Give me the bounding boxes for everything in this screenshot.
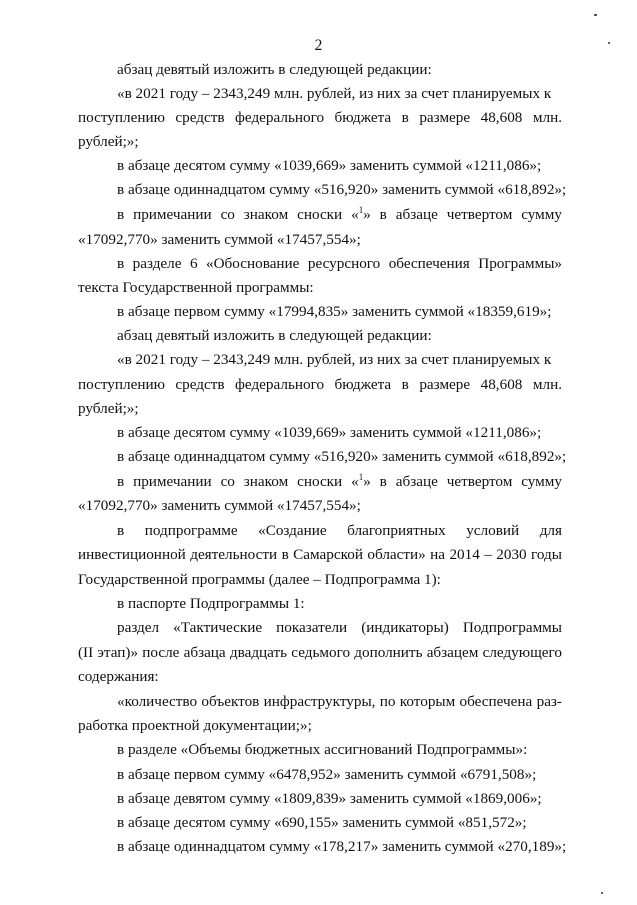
text-line: в абзаце десятом сумму «1039,669» заменить суммой «1211,086»; bbox=[117, 157, 542, 174]
text-line: раздел «Тактические показатели (индикаторы) Подпрограммы bbox=[117, 619, 562, 636]
text-line: «17092,770» заменить суммой «17457,554»; bbox=[78, 231, 361, 248]
footnote-mark: 1 bbox=[358, 205, 364, 215]
text-line: в примечании со знаком сноски «$^1$» в абзаце четвертом сумму bbox=[117, 472, 562, 490]
footnote-mark: 1 bbox=[358, 472, 364, 482]
text-line: в паспорте Подпрограммы 1: bbox=[117, 595, 305, 612]
text-line: Государственной программы (далее – Подпрограмма 1): bbox=[78, 571, 441, 588]
text-line: инвестиционной деятельности в Самарской области» на 2014 – 2030 годы bbox=[78, 546, 562, 563]
text-line: абзац девятый изложить в следующей редакции: bbox=[117, 327, 432, 344]
text-line: в абзаце десятом сумму «1039,669» заменить суммой «1211,086»; bbox=[117, 424, 542, 441]
text-line: рублей;»; bbox=[78, 133, 139, 150]
text-line: «в 2021 году – 2343,249 млн. рублей, из них за счет планируемых к bbox=[117, 351, 552, 368]
text-line: «в 2021 году – 2343,249 млн. рублей, из них за счет планируемых к bbox=[117, 85, 552, 102]
text-line: в абзаце десятом сумму «690,155» заменить суммой «851,572»; bbox=[117, 814, 527, 831]
scan-speck bbox=[601, 892, 603, 894]
page-number: 2 bbox=[314, 37, 323, 54]
text-line: (II этап)» после абзаца двадцать седьмого дополнить абзацем следующего bbox=[78, 644, 562, 661]
text-line: «количество объектов инфраструктуры, по которым обеспечена раз- bbox=[117, 693, 562, 710]
scan-speck bbox=[594, 14, 597, 16]
text-line: рублей;»; bbox=[78, 400, 139, 417]
text-line: поступлению средств федерального бюджета в размере 48,608 млн. bbox=[78, 109, 562, 126]
text-line: в абзаце одиннадцатом сумму «516,920» заменить суммой «618,892»; bbox=[117, 448, 567, 465]
text-line: «17092,770» заменить суммой «17457,554»; bbox=[78, 497, 361, 514]
text-line: в подпрограмме «Создание благоприятных условий для bbox=[117, 522, 562, 539]
text-line: работка проектной документации;»; bbox=[78, 717, 312, 734]
text-line: абзац девятый изложить в следующей редакции: bbox=[117, 61, 432, 78]
scan-speck bbox=[608, 42, 610, 44]
text-line: содержания: bbox=[78, 668, 159, 685]
text-line: в абзаце первом сумму «17994,835» заменить суммой «18359,619»; bbox=[117, 303, 552, 320]
text-line: в разделе «Объемы бюджетных ассигнований Подпрограммы»: bbox=[117, 741, 528, 758]
text-line: в абзаце одиннадцатом сумму «178,217» заменить суммой «270,189»; bbox=[117, 838, 567, 855]
text-line: в абзаце первом сумму «6478,952» заменить суммой «6791,508»; bbox=[117, 766, 537, 783]
text-line: в разделе 6 «Обоснование ресурсного обеспечения Программы» bbox=[117, 255, 562, 272]
text-line: в примечании со знаком сноски «$^1$» в абзаце четвертом сумму bbox=[117, 205, 562, 223]
text-line: в абзаце одиннадцатом сумму «516,920» заменить суммой «618,892»; bbox=[117, 181, 567, 198]
text-line: поступлению средств федерального бюджета в размере 48,608 млн. bbox=[78, 376, 562, 393]
text-line: текста Государственной программы: bbox=[78, 279, 314, 296]
text-line: в абзаце девятом сумму «1809,839» заменить суммой «1869,006»; bbox=[117, 790, 542, 807]
